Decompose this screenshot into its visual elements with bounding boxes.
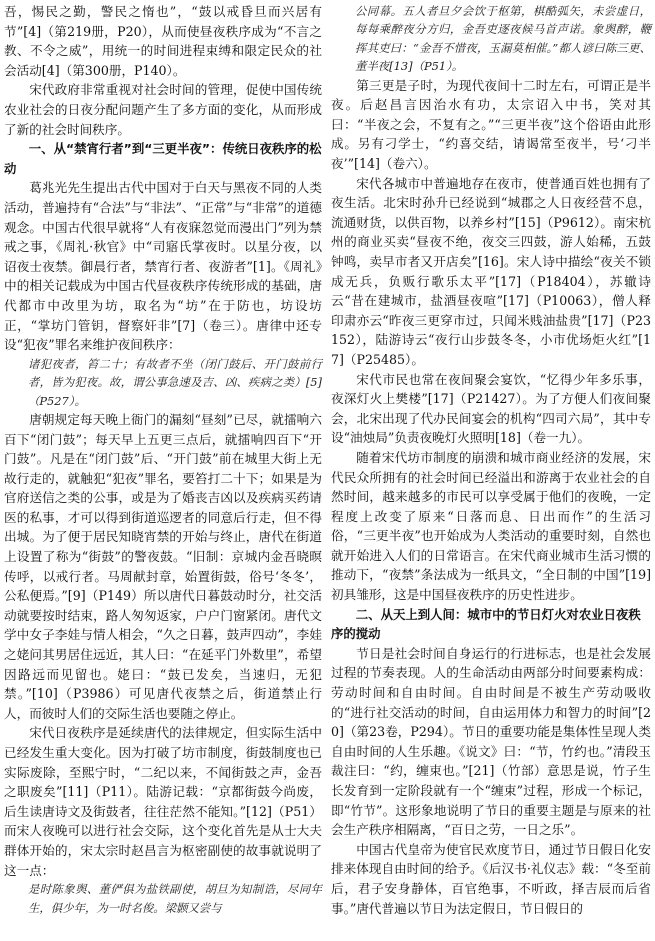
body-paragraph: 中国古代皇帝为使官民欢度节日，通过节日假日化安排来体现自由时间的给予。《后汉书·礼仪志》载：“冬至前后，君子安身静体，百官绝事，不听政，择吉辰而后省事。”唐代普遍以节日为法定假日，节日假日的 [331,841,651,916]
body-paragraph: 宋代日夜秩序是延续唐代的法律规定，但实际生活中已经发生重大变化。因为打破了坊市制度，街鼓制度也已实际废除，至熙宁时，“二纪以来，不闻街鼓之声，金吾之职废矣”[11]（P11）。陆游记载：“京都街鼓今尚废，后生读唐诗文及街鼓者，往往茫然不能知。”[12]（P51）而宋人夜晚可以进行社会交际，这个变化首先是从士大夫群体开始的，宋太宗时赵昌言为枢密副使的故事就说明了这一点： [4,725,322,878]
body-paragraph: 宋代市民也常在夜间聚会宴饮，“忆得少年多乐事，夜深灯火上樊楼”[17]（P21427）。为了方便人们夜间聚会，北宋出现了代办民间宴会的机构“四司六局”，其中专设“油烛局”负责夜晚灯火照明[18]（卷一九）。 [331,371,651,446]
section-heading: 一、从“禁宵行者”到“三更半夜”：传统日夜秩序的松动 [4,141,322,176]
body-paragraph: 随着宋代坊市制度的崩溃和城市商业经济的发展，宋代民众所拥有的社会时间已经溢出和游离于农业社会的自然时间，越来越多的市民可以享受属于他们的夜晚，一定程度上改变了原来“日落而息、日出而作”的生活习俗，“三更半夜”也开始成为人类活动的重要时刻，自然也就开始进入人们的日常语言。在宋代商业城市生活习惯的推动下，“夜禁”条法成为一纸具文，“全日制的中国”[19]初具雏形，这是中国昼夜秩序的历史性进步。 [331,449,651,603]
left-text-column [4,2,322,915]
section-heading: 二、从天上到人间：城市中的节日灯火对农业日夜秩序的搅动 [331,606,641,642]
right-text-column [331,2,651,916]
body-paragraph: 宋代政府非常重视对社会时间的管理，促使中国传统农业社会的日夜分配问题产生了多方面的变化，从而形成了新的社会时间秩序。 [4,82,322,137]
body-paragraph: 唐朝规定每天晚上衙门的漏刻“昼刻”已尽，就擂响六百下“闭门鼓”；每天早上五更三点后，就擂响四百下“开门鼓”。凡是在“闭门鼓”后、“开门鼓”前在城里大街上无故行走的，就触犯“犯夜”罪名，要笞打二十下；如果是为官府送信之类的公事，或是为了婚丧吉凶以及疾病买药请医的私事，才可以得到街道巡逻者的同意后行走，但不得出城。为了便于居民知晓宵禁的开始与终止，唐代在街道上设置了称为“街鼓”的警夜鼓。“旧制：京城内金吾晓暝传呼，以戒行者。马周献封章，始置街鼓，俗号‘冬冬’，公私便焉。”[9]（P149）所以唐代日暮鼓动时分，社交活动就要按时结束，路人匆匆返家，户户门窗紧闭。唐代文学中女子李娃与情人相会，“久之日暮，鼓声四动”，李娃之姥问其男居住远近，其人曰：“在延平门外数里”，希望因路远而见留也。姥曰：“鼓已发矣，当速归，无犯禁。”[10]（P3986）可见唐代夜禁之后，街道禁止行人，而彼时人们的交际生活也要随之停止。 [4,411,322,721]
block-quote: 诸犯夜者，笞二十；有故者不坐（闭门鼓后、开门鼓前行者，皆为犯夜。故，谓公事急速及吉、凶、疾病之类）[5]（P527）。 [28,356,322,408]
body-paragraph: 宋代各城市中普遍地存在夜市，使普通百姓也拥有了夜生活。北宋时孙升已经说到“城郡之人日夜经营不息，流通财货，以供百物，以养乡村”[15]（P9612）。南宋杭州的商业买卖“昼夜不绝，夜交三四鼓，游人始稀，五鼓钟鸣，卖早市者又开店矣”[16]。宋人诗中描绘“夜关不锁成无兵，负贩行歌乐太平”[17]（P18404），苏辙诗云“昔在建城市，盐酒昼夜喧”[17]（P10063），僧人释印肃亦云“昨夜三更穿市过，只闻米贱油盐贵”[17]（P23152），陆游诗云“夜行山步鼓冬冬，小市优场炬火红”[17]（P25485）。 [331,175,651,367]
block-quote: 公同幕。五人者旦夕会饮于枢第，棋酷弧矢，未尝虚日，每每乘醉夜分方归，金吾吏逐夜候马首声诺。象舆醉，鞭挥其吏曰：“金吾不惜夜，玉漏莫相催。”都人谚曰陈三更、董半夜[13]（P51）。 [355,4,651,74]
block-quote: 是时陈象舆、董俨俱为盐铁副使，胡旦为知制诰，尽同年生，俱少年，为一时名俊。梁颢又尝与 [28,882,322,915]
body-paragraph: 第三更是子时，为现代夜间十二时左右，可谓正是半夜。后赵昌言因治水有功，太宗诏入中书，笑对其曰：“半夜之会，不复有之。”“三更半夜”这个俗语由此形成。另有刁学士，“约喜交结，请谒常至夜半，号‘刁半夜’”[14]（卷六）。 [331,77,651,171]
body-paragraph: 节日是社会时间自身运行的行进标志，也是社会发展过程的节奏表现。人的生命活动由两部分时间要素构成：劳动时间和自由时间。自由时间是不被生产劳动吸收的“进行社交活动的时间，自由运用体力和智力的时间”[20]（第23卷，P294）。节日的重要功能是集体性呈现人类自由时间的人生乐趣。《说文》曰：“节，竹约也。”清段玉裁注曰：“约，缠束也。”[21]（竹部）意思是说，竹子生长发育到一定阶段就有一个“缠束”过程，形成一个标记，即“竹节”。这形象地说明了节日的重要主题是与原来的社会生产秩序相隔离，“百日之劳，一日之乐”。 [331,645,651,838]
body-paragraph: 吾，惕民之勤，警民之惰也”，“鼓以戒昏旦而兴居有节”[4]（第219册，P20），从而使昼夜秩序成为“不言之教、不令之威”，用统一的时间进程束缚和限定民众的社会活动[4]（第300册，P140）。 [4,4,322,78]
body-paragraph: 葛兆光先生提出古代中国对于白天与黑夜不同的人类活动，普遍持有“合法”与“非法”、“正常”与“非常”的道德观念。中国古代很早就将“人有夜寐忽觉而漫出门”列为禁戒之事，《周礼·秋官》中“司寤氏掌夜时。以星分夜，以诏夜士夜禁。御晨行者，禁宵行者、夜游者”[1]。《周礼》中的相关记载成为中国古代昼夜秩序传统形成的基础，唐代都市中改里为坊，取名为“坊”在于防也，坊设坊正，“掌坊门管钥，督察奸非”[7]（卷三）。唐律中还专设“犯夜”罪名来维护夜间秩序： [4,180,322,353]
